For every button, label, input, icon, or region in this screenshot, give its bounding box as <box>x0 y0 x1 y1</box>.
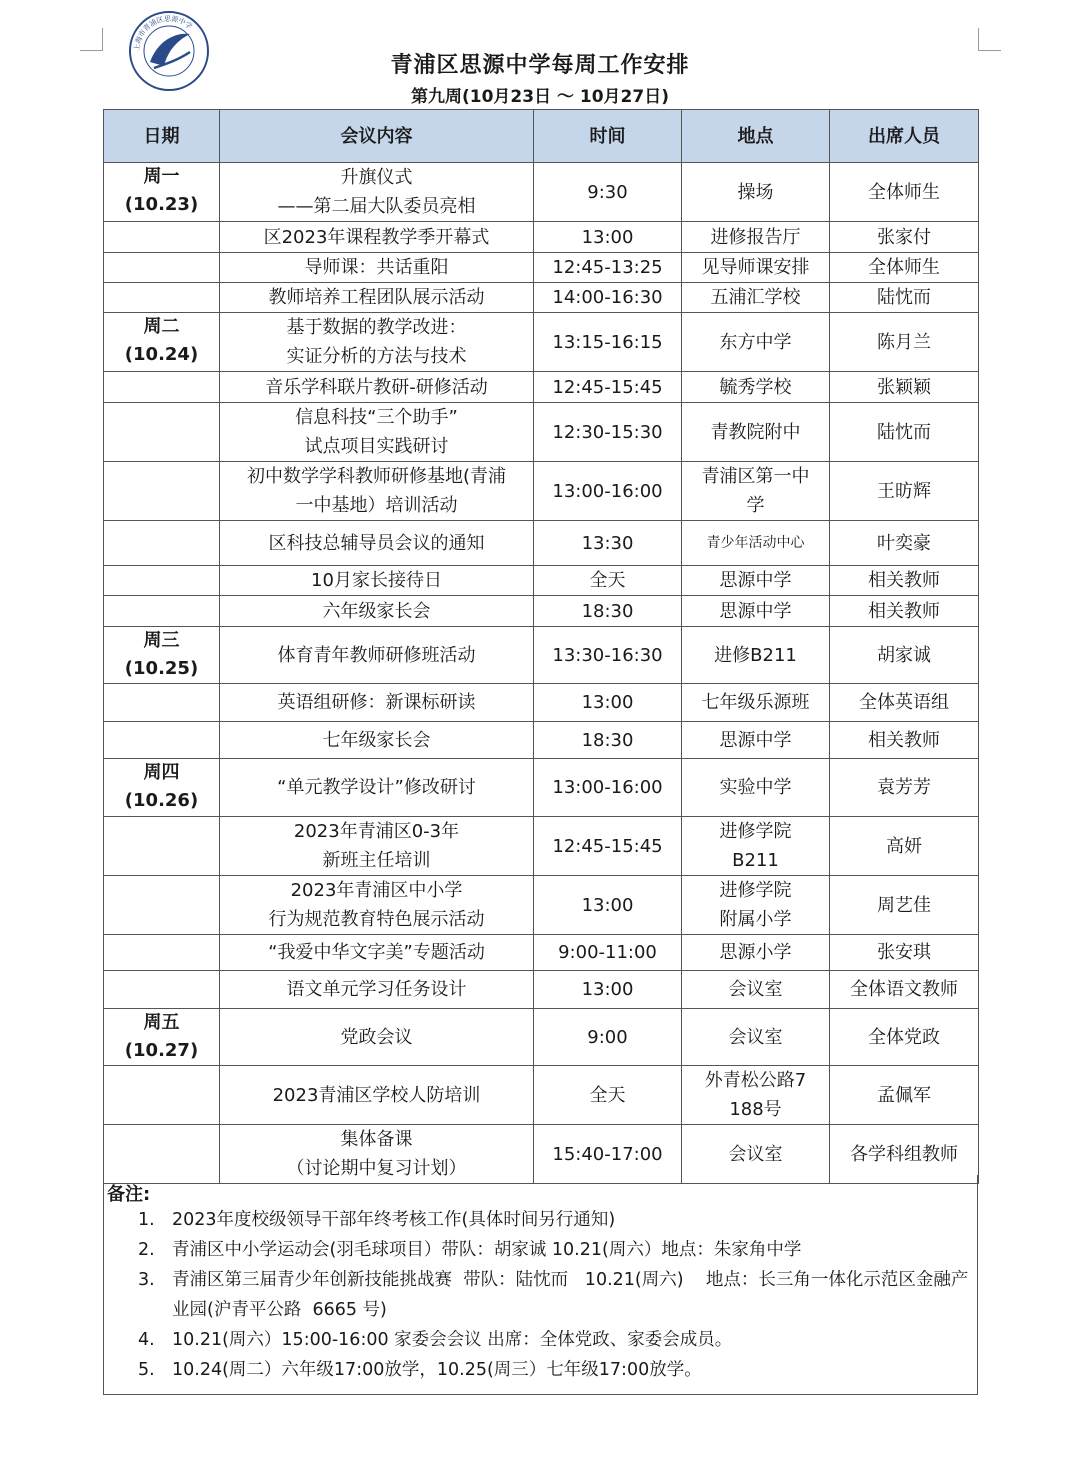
table-row <box>104 971 979 1009</box>
cell-date <box>104 935 220 971</box>
cell-time: 13:00 <box>534 684 682 722</box>
note-text: 2023年度校级领导干部年终考核工作(具体时间另行通知) <box>172 1210 616 1230</box>
cell-time: 9:00-11:00 <box>534 935 682 971</box>
cell-attendees: 张家付 <box>830 222 979 253</box>
cell-content-line: （讨论期中复习计划） <box>286 1158 467 1179</box>
cell-attendees: 全体语文教师 <box>830 971 979 1009</box>
note-text: 10.21(周六）15:00-16:00 家委会会议 出席：全体党政、家委会成员。 <box>172 1330 733 1350</box>
header-content: 会议内容 <box>220 110 534 163</box>
cell-content <box>220 935 534 971</box>
cell-place <box>682 1066 830 1125</box>
cell-attendees: 全体党政 <box>830 1009 979 1066</box>
cell-time: 14:00-16:30 <box>534 283 682 313</box>
table-row <box>104 876 979 935</box>
cell-content-line: “我爱中华文字美”专题活动 <box>268 942 485 963</box>
cell-place-line: B211 <box>732 850 779 871</box>
table-row <box>104 1066 979 1125</box>
cell-date-line: 周一 <box>143 166 180 187</box>
cell-content <box>220 1009 534 1066</box>
cell-content <box>220 283 534 313</box>
cell-content <box>220 372 534 403</box>
cell-attendees: 高妍 <box>830 817 979 876</box>
cell-place-line: 青浦区第一中 <box>701 466 810 487</box>
cell-date <box>104 1066 220 1125</box>
cell-date-line: (10.26) <box>124 790 199 811</box>
cell-content-line: 体育青年教师研修班活动 <box>277 644 476 666</box>
header-time: 时间 <box>534 110 682 163</box>
cell-date <box>104 222 220 253</box>
note-text: 青浦区中小学运动会(羽毛球项目）带队：胡家诚 10.21(周六）地点：朱家角中学 <box>172 1240 802 1260</box>
cell-content-line: 2023青浦区学校人防培训 <box>272 1084 481 1106</box>
note-number: 4. <box>138 1330 155 1350</box>
cell-date <box>104 403 220 462</box>
cell-date-line: (10.25) <box>124 658 199 679</box>
cell-place <box>682 222 830 253</box>
table-row <box>104 1009 979 1066</box>
cell-content <box>220 163 534 222</box>
cell-date <box>104 722 220 759</box>
cell-date <box>104 876 220 935</box>
cell-content-line: 基于数据的教学改进： <box>286 317 467 338</box>
cell-time: 13:00-16:00 <box>534 462 682 521</box>
cell-content-line: “单元教学设计”修改研讨 <box>277 777 476 798</box>
header-place: 地点 <box>682 110 830 163</box>
cell-place-line: 学 <box>746 495 765 516</box>
table-row <box>104 566 979 596</box>
cell-date <box>104 163 220 222</box>
note-number: 5. <box>138 1360 155 1380</box>
cell-attendees: 张颖颖 <box>830 372 979 403</box>
table-row <box>104 684 979 722</box>
table-row <box>104 627 979 684</box>
cell-attendees: 全体师生 <box>830 163 979 222</box>
cell-place <box>682 627 830 684</box>
cell-place-line: 188号 <box>729 1099 782 1120</box>
cell-time: 9:30 <box>534 163 682 222</box>
cell-date <box>104 283 220 313</box>
cell-content-line: 教师培养工程团队展示活动 <box>268 287 485 308</box>
notes-section <box>103 1175 978 1395</box>
note-number: 3. <box>138 1270 155 1290</box>
cell-place <box>682 935 830 971</box>
cell-attendees: 相关教师 <box>830 596 979 627</box>
cell-content <box>220 876 534 935</box>
note-item <box>138 1325 973 1355</box>
cell-attendees: 全体英语组 <box>830 684 979 722</box>
cell-content-line: 试点项目实践研讨 <box>304 436 449 457</box>
cell-place-line: 附属小学 <box>719 909 792 930</box>
cell-content-line: 实证分析的方法与技术 <box>286 346 467 367</box>
table-row <box>104 163 979 222</box>
cell-content-line: 区科技总辅导员会议的通知 <box>268 532 485 554</box>
cell-place-line: 东方中学 <box>719 331 792 353</box>
cell-date <box>104 521 220 566</box>
cell-attendees: 胡家诚 <box>830 627 979 684</box>
cell-place-line: 进修学院 <box>719 821 792 842</box>
note-number: 2. <box>138 1240 155 1260</box>
cell-date <box>104 462 220 521</box>
cell-content-line: 行为规范教育特色展示活动 <box>268 909 485 930</box>
cell-place-line: 青教院附中 <box>710 421 801 443</box>
cell-place-line: 七年级乐源班 <box>701 692 810 713</box>
cell-place <box>682 759 830 817</box>
cell-content-line: 党政会议 <box>340 1026 413 1048</box>
cell-date-line: (10.24) <box>124 344 199 365</box>
cell-date <box>104 596 220 627</box>
table-header-row <box>104 110 979 163</box>
cell-attendees: 叶奕豪 <box>830 521 979 566</box>
note-item <box>138 1205 973 1235</box>
cell-place <box>682 971 830 1009</box>
cell-time: 13:00 <box>534 971 682 1009</box>
cell-date <box>104 372 220 403</box>
cell-time: 13:30-16:30 <box>534 627 682 684</box>
cell-time: 13:15-16:15 <box>534 313 682 372</box>
table-row <box>104 253 979 283</box>
cell-place-line: 思源中学 <box>719 600 792 622</box>
cell-content-line: 七年级家长会 <box>322 729 431 751</box>
cell-content-line: 2023年青浦区0-3年 <box>293 821 460 842</box>
cell-attendees: 各学科组教师 <box>830 1125 979 1184</box>
cell-content-line: 集体备课 <box>340 1129 413 1150</box>
cell-attendees: 陈月兰 <box>830 313 979 372</box>
cell-time: 12:45-15:45 <box>534 817 682 876</box>
cell-place <box>682 1009 830 1066</box>
cell-date <box>104 313 220 372</box>
cell-place-line: 思源中学 <box>719 570 792 591</box>
cell-attendees: 全体师生 <box>830 253 979 283</box>
table-row <box>104 313 979 372</box>
cell-attendees: 相关教师 <box>830 722 979 759</box>
table-row <box>104 521 979 566</box>
table-row <box>104 596 979 627</box>
cell-content <box>220 684 534 722</box>
cell-date <box>104 627 220 684</box>
cell-attendees: 相关教师 <box>830 566 979 596</box>
cell-time: 13:00 <box>534 876 682 935</box>
cell-date <box>104 566 220 596</box>
cell-time: 13:30 <box>534 521 682 566</box>
cell-place-line: 实验中学 <box>719 777 792 798</box>
cell-content-line: 一中基地）培训活动 <box>295 495 458 516</box>
cell-time: 13:00-16:00 <box>534 759 682 817</box>
schedule-table <box>103 109 979 1184</box>
cell-date-line: (10.23) <box>124 194 199 215</box>
cell-date-line: 周二 <box>143 316 180 337</box>
cell-content <box>220 253 534 283</box>
cell-content <box>220 1066 534 1125</box>
cell-date <box>104 817 220 876</box>
table-row <box>104 817 979 876</box>
page-title: 青浦区思源中学每周工作安排 <box>390 53 690 78</box>
note-text: 10.24(周二）六年级17:00放学，10.25(周三）七年级17:00放学。 <box>172 1360 702 1380</box>
cell-place <box>682 403 830 462</box>
notes-label: 备注: <box>107 1184 151 1205</box>
cell-place <box>682 462 830 521</box>
cell-place-line: 青少年活动中心 <box>706 534 805 551</box>
cell-place <box>682 521 830 566</box>
cell-content <box>220 759 534 817</box>
note-number: 1. <box>138 1210 155 1230</box>
cell-content <box>220 222 534 253</box>
cell-place-line: 进修报告厅 <box>710 226 801 248</box>
cell-place <box>682 372 830 403</box>
cell-content-line: 信息科技“三个助手” <box>295 407 458 428</box>
logo-ring-text: 上海市青浦区思源中学 <box>132 14 194 52</box>
table-row <box>104 403 979 462</box>
cell-time: 15:40-17:00 <box>534 1125 682 1184</box>
cell-place-line: 会议室 <box>728 1143 783 1165</box>
cell-attendees: 孟佩军 <box>830 1066 979 1125</box>
cell-content-line: 新班主任培训 <box>322 850 431 871</box>
cell-content-line: 英语组研修：新课标研读 <box>277 692 476 713</box>
table-row <box>104 462 979 521</box>
cell-attendees: 周艺佳 <box>830 876 979 935</box>
cell-attendees: 王昉辉 <box>830 462 979 521</box>
cell-date-line: 周五 <box>143 1012 180 1033</box>
cell-place-line: 思源小学 <box>719 942 792 963</box>
cell-date <box>104 759 220 817</box>
cell-content-line: 音乐学科联片教研-研修活动 <box>265 376 488 398</box>
cell-content-line: ——第二届大队委员亮相 <box>277 196 476 217</box>
note-item <box>138 1235 973 1265</box>
note-item <box>138 1355 973 1385</box>
cell-content-line: 2023年青浦区中小学 <box>290 880 463 901</box>
cell-place <box>682 817 830 876</box>
cell-time: 全天 <box>534 566 682 596</box>
cell-place <box>682 684 830 722</box>
cell-place-line: 进修学院 <box>719 880 792 901</box>
header-date: 日期 <box>104 110 220 163</box>
header-attendees: 出席人员 <box>830 110 979 163</box>
cell-content-line: 初中数学学科教师研修基地(青浦 <box>246 466 507 487</box>
table-row <box>104 722 979 759</box>
table-row <box>104 283 979 313</box>
cell-place-line: 五浦汇学校 <box>710 287 801 308</box>
note-item <box>138 1265 973 1325</box>
cell-content <box>220 566 534 596</box>
cell-place <box>682 596 830 627</box>
cell-place-line: 会议室 <box>728 1026 783 1048</box>
cell-place <box>682 253 830 283</box>
cell-place <box>682 566 830 596</box>
cell-time: 12:45-13:25 <box>534 253 682 283</box>
cell-date <box>104 1009 220 1066</box>
cell-place <box>682 283 830 313</box>
cell-place-line: 见导师课安排 <box>701 257 810 278</box>
cell-time: 18:30 <box>534 722 682 759</box>
cell-place-line: 操场 <box>737 181 774 203</box>
cell-place-line: 进修B211 <box>714 644 797 666</box>
cell-content-line: 区2023年课程教学季开幕式 <box>263 226 490 248</box>
cell-attendees: 张安琪 <box>830 935 979 971</box>
cell-place <box>682 722 830 759</box>
cell-time: 12:30-15:30 <box>534 403 682 462</box>
cell-date <box>104 684 220 722</box>
cell-content-line: 升旗仪式 <box>340 167 413 188</box>
cell-date <box>104 971 220 1009</box>
cell-content <box>220 313 534 372</box>
cell-date-line: 周四 <box>143 762 180 783</box>
table-row <box>104 222 979 253</box>
cell-content-line: 语文单元学习任务设计 <box>286 979 467 1000</box>
cell-date-line: 周三 <box>143 630 180 651</box>
cell-time: 12:45-15:45 <box>534 372 682 403</box>
cell-time: 18:30 <box>534 596 682 627</box>
cell-content <box>220 403 534 462</box>
cell-content <box>220 971 534 1009</box>
cell-content-line: 导师课：共话重阳 <box>304 257 449 278</box>
cell-content <box>220 817 534 876</box>
cell-place <box>682 876 830 935</box>
cell-time: 13:00 <box>534 222 682 253</box>
cell-content <box>220 722 534 759</box>
cell-place-line: 会议室 <box>728 979 783 1000</box>
cell-content <box>220 627 534 684</box>
cell-content-line: 10月家长接待日 <box>311 570 442 591</box>
cell-place-line: 外青松公路7 <box>704 1070 807 1091</box>
cell-date <box>104 253 220 283</box>
cell-place-line: 思源中学 <box>719 729 792 751</box>
cell-attendees: 陆忱而 <box>830 283 979 313</box>
table-row <box>104 372 979 403</box>
cell-content <box>220 462 534 521</box>
cell-time: 全天 <box>534 1066 682 1125</box>
cell-place-line: 毓秀学校 <box>719 376 792 398</box>
cell-time: 9:00 <box>534 1009 682 1066</box>
cell-date-line: (10.27) <box>124 1040 199 1061</box>
cell-content <box>220 521 534 566</box>
table-row <box>104 759 979 817</box>
cell-attendees: 袁芳芳 <box>830 759 979 817</box>
table-row <box>104 935 979 971</box>
cell-content <box>220 596 534 627</box>
cell-attendees: 陆忱而 <box>830 403 979 462</box>
note-text: 青浦区第三届青少年创新技能挑战赛 带队：陆忱而 10.21(周六) 地点：长三角一体化示范区金融产业园(沪青平公路 6665 号) <box>172 1270 969 1320</box>
cell-place <box>682 163 830 222</box>
schedule-body <box>104 163 979 1184</box>
cell-place <box>682 313 830 372</box>
week-subtitle: 第九周(10月23日 ～ 10月27日) <box>410 87 669 107</box>
cell-content-line: 六年级家长会 <box>322 600 431 622</box>
